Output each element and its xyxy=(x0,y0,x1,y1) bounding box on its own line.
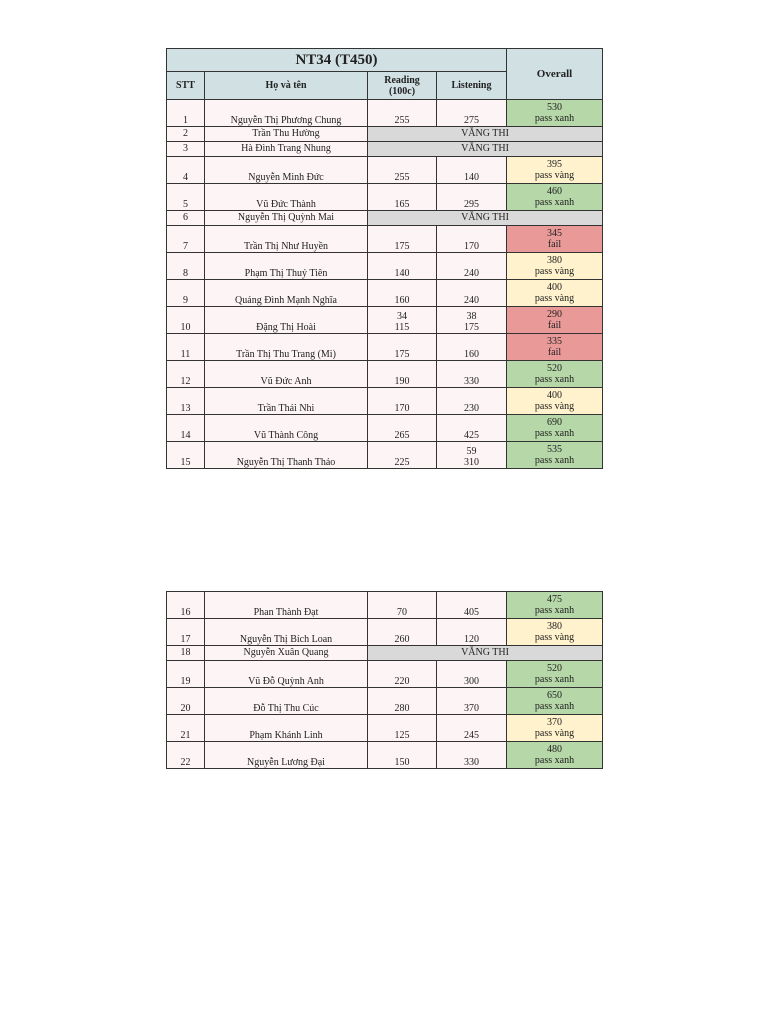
stt-cell: 6 xyxy=(167,211,205,226)
name-cell: Nguyễn Lương Đại xyxy=(205,742,368,769)
table-row xyxy=(167,688,603,715)
name-cell: Nguyễn Thị Bích Loan xyxy=(205,619,368,646)
result-label: fail xyxy=(547,320,562,331)
listening-value: 59 xyxy=(466,446,477,457)
stt-cell: 5 xyxy=(167,184,205,211)
overall-cell xyxy=(507,307,603,334)
reading-value: 175 xyxy=(394,349,410,360)
table-row xyxy=(167,388,603,415)
listening-value: 330 xyxy=(464,757,479,768)
overall-score: 290 xyxy=(547,309,562,320)
stt-cell: 12 xyxy=(167,361,205,388)
name-cell: Phạm Thị Thuỷ Tiên xyxy=(205,253,368,280)
listening-value: 160 xyxy=(464,349,479,360)
stt-cell: 19 xyxy=(167,661,205,688)
listening-cell xyxy=(437,688,507,715)
table-1-body xyxy=(167,100,603,469)
overall-cell xyxy=(507,619,603,646)
listening-cell xyxy=(437,334,507,361)
listening-value: 38 xyxy=(466,311,477,322)
listening-value: 370 xyxy=(464,703,479,714)
result-label: pass vàng xyxy=(534,266,575,277)
name-cell: Trần Thái Nhi xyxy=(205,388,368,415)
overall-score: 535 xyxy=(547,444,562,455)
table-row xyxy=(167,592,603,619)
overall-score: 370 xyxy=(547,717,562,728)
stt-header: STT xyxy=(167,72,205,100)
result-label: pass xanh xyxy=(534,428,575,439)
overall-score: 530 xyxy=(547,102,562,113)
reading-cell xyxy=(368,307,437,334)
reading-cell xyxy=(368,280,437,307)
absent-cell: VẮNG THI xyxy=(368,142,603,157)
listening-value: 310 xyxy=(464,457,479,468)
reading-value: 115 xyxy=(394,322,410,333)
reading-cell xyxy=(368,661,437,688)
overall-score: 380 xyxy=(547,255,562,266)
overall-cell xyxy=(507,442,603,469)
table-row xyxy=(167,307,603,334)
table-row xyxy=(167,415,603,442)
result-label: fail xyxy=(547,347,562,358)
name-cell: Nguyễn Xuân Quang xyxy=(205,646,368,661)
listening-value: 300 xyxy=(464,676,479,687)
overall-cell xyxy=(507,184,603,211)
listening-cell xyxy=(437,592,507,619)
stt-cell: 8 xyxy=(167,253,205,280)
name-cell: Vũ Đỗ Quỳnh Anh xyxy=(205,661,368,688)
overall-score: 690 xyxy=(547,417,562,428)
listening-cell xyxy=(437,184,507,211)
overall-score: 400 xyxy=(547,390,562,401)
name-cell: Phan Thành Đạt xyxy=(205,592,368,619)
listening-value: 295 xyxy=(464,199,479,210)
absent-cell: VẮNG THI xyxy=(368,127,603,142)
reading-cell xyxy=(368,619,437,646)
name-cell: Vũ Thành Công xyxy=(205,415,368,442)
result-label: fail xyxy=(547,239,562,250)
score-table-2 xyxy=(166,591,603,769)
overall-cell xyxy=(507,592,603,619)
reading-cell xyxy=(368,388,437,415)
table-row xyxy=(167,157,603,184)
result-label: pass xanh xyxy=(534,674,575,685)
overall-score: 345 xyxy=(547,228,562,239)
listening-cell xyxy=(437,715,507,742)
stt-cell: 2 xyxy=(167,127,205,142)
reading-value: 125 xyxy=(394,730,410,741)
reading-cell xyxy=(368,361,437,388)
reading-value: 160 xyxy=(394,295,410,306)
stt-cell: 9 xyxy=(167,280,205,307)
listening-value: 120 xyxy=(464,634,479,645)
table-row xyxy=(167,142,603,157)
stt-cell: 16 xyxy=(167,592,205,619)
result-label: pass xanh xyxy=(534,113,575,124)
reading-value: 150 xyxy=(394,757,410,768)
table-row xyxy=(167,646,603,661)
overall-cell xyxy=(507,688,603,715)
overall-score: 650 xyxy=(547,690,562,701)
reading-value: 165 xyxy=(394,199,410,210)
reading-cell xyxy=(368,226,437,253)
listening-cell xyxy=(437,388,507,415)
reading-value: 170 xyxy=(394,403,410,414)
table-row xyxy=(167,184,603,211)
name-cell: Nguyễn Thị Phương Chung xyxy=(205,100,368,127)
result-label: pass xanh xyxy=(534,197,575,208)
overall-cell xyxy=(507,334,603,361)
table-row xyxy=(167,211,603,226)
name-cell: Vũ Đức Thành xyxy=(205,184,368,211)
overall-cell xyxy=(507,253,603,280)
stt-cell: 11 xyxy=(167,334,205,361)
overall-cell xyxy=(507,361,603,388)
result-label: pass xanh xyxy=(534,755,575,766)
table-row xyxy=(167,226,603,253)
stt-cell: 21 xyxy=(167,715,205,742)
listening-cell xyxy=(437,415,507,442)
table-title: NT34 (T450) xyxy=(167,49,507,72)
name-cell: Nguyễn Thị Quỳnh Mai xyxy=(205,211,368,226)
listening-value: 405 xyxy=(464,607,479,618)
reading-cell xyxy=(368,100,437,127)
stt-cell: 17 xyxy=(167,619,205,646)
listening-value: 245 xyxy=(464,730,479,741)
result-label: pass vàng xyxy=(534,293,575,304)
listening-value: 275 xyxy=(464,115,479,126)
listening-cell xyxy=(437,157,507,184)
name-cell: Vũ Đức Anh xyxy=(205,361,368,388)
score-table-1 xyxy=(166,48,603,469)
stt-cell: 20 xyxy=(167,688,205,715)
overall-score: 520 xyxy=(547,363,562,374)
overall-score: 400 xyxy=(547,282,562,293)
table-row xyxy=(167,742,603,769)
reading-cell xyxy=(368,157,437,184)
listening-cell xyxy=(437,253,507,280)
overall-cell xyxy=(507,415,603,442)
table-row xyxy=(167,661,603,688)
stt-cell: 15 xyxy=(167,442,205,469)
listening-cell xyxy=(437,226,507,253)
overall-score: 395 xyxy=(547,159,562,170)
result-label: pass vàng xyxy=(534,170,575,181)
reading-value: 190 xyxy=(394,376,410,387)
listening-cell xyxy=(437,280,507,307)
name-cell: Nguyễn Minh Đức xyxy=(205,157,368,184)
overall-cell xyxy=(507,661,603,688)
reading-cell xyxy=(368,715,437,742)
result-label: pass xanh xyxy=(534,455,575,466)
table-row xyxy=(167,253,603,280)
listening-value: 240 xyxy=(464,268,479,279)
listening-cell xyxy=(437,619,507,646)
stt-cell: 3 xyxy=(167,142,205,157)
reading-value: 255 xyxy=(394,115,410,126)
name-cell: Đỗ Thị Thu Cúc xyxy=(205,688,368,715)
table-row xyxy=(167,442,603,469)
table-row xyxy=(167,127,603,142)
listening-value: 170 xyxy=(464,241,479,252)
absent-cell: VẮNG THI xyxy=(368,646,603,661)
stt-cell: 7 xyxy=(167,226,205,253)
overall-score: 475 xyxy=(547,594,562,605)
name-cell: Nguyễn Thị Thanh Thảo xyxy=(205,442,368,469)
reading-header-line2: (100c) xyxy=(388,85,416,97)
reading-cell xyxy=(368,592,437,619)
listening-cell xyxy=(437,307,507,334)
reading-cell xyxy=(368,688,437,715)
stt-cell: 22 xyxy=(167,742,205,769)
listening-cell xyxy=(437,661,507,688)
result-label: pass xanh xyxy=(534,605,575,616)
overall-cell xyxy=(507,226,603,253)
reading-value: 260 xyxy=(394,634,410,645)
reading-value: 175 xyxy=(394,241,410,252)
name-cell: Hà Đình Trang Nhung xyxy=(205,142,368,157)
stt-cell: 10 xyxy=(167,307,205,334)
stt-cell: 4 xyxy=(167,157,205,184)
overall-score: 520 xyxy=(547,663,562,674)
name-header: Họ và tên xyxy=(205,72,368,100)
listening-cell xyxy=(437,742,507,769)
overall-cell xyxy=(507,388,603,415)
table-row xyxy=(167,334,603,361)
reading-value: 220 xyxy=(394,676,410,687)
result-label: pass vàng xyxy=(534,401,575,412)
listening-cell xyxy=(437,442,507,469)
listening-value: 175 xyxy=(464,322,479,333)
reading-cell xyxy=(368,415,437,442)
name-cell: Phạm Khánh Linh xyxy=(205,715,368,742)
listening-value: 240 xyxy=(464,295,479,306)
reading-cell xyxy=(368,253,437,280)
reading-cell xyxy=(368,184,437,211)
reading-value: 255 xyxy=(394,172,410,183)
table-row xyxy=(167,280,603,307)
table-row xyxy=(167,619,603,646)
listening-header: Listening xyxy=(437,72,507,100)
name-cell: Trần Thị Như Huyền xyxy=(205,226,368,253)
reading-value: 265 xyxy=(394,430,410,441)
overall-cell xyxy=(507,157,603,184)
absent-cell: VẮNG THI xyxy=(368,211,603,226)
overall-cell xyxy=(507,715,603,742)
listening-value: 230 xyxy=(464,403,479,414)
stt-cell: 18 xyxy=(167,646,205,661)
name-cell: Trần Thu Hường xyxy=(205,127,368,142)
overall-score: 480 xyxy=(547,744,562,755)
overall-cell xyxy=(507,280,603,307)
overall-score: 335 xyxy=(547,336,562,347)
table-row xyxy=(167,100,603,127)
stt-cell: 14 xyxy=(167,415,205,442)
reading-cell xyxy=(368,442,437,469)
result-label: pass vàng xyxy=(534,728,575,739)
table-row xyxy=(167,715,603,742)
overall-cell xyxy=(507,100,603,127)
reading-cell xyxy=(368,742,437,769)
name-cell: Đặng Thị Hoài xyxy=(205,307,368,334)
reading-value: 225 xyxy=(394,457,410,468)
listening-value: 425 xyxy=(464,430,479,441)
reading-header xyxy=(368,72,437,100)
overall-header: Overall xyxy=(507,49,603,100)
listening-cell xyxy=(437,100,507,127)
reading-value: 70 xyxy=(397,607,407,618)
name-cell: Quảng Đình Mạnh Nghĩa xyxy=(205,280,368,307)
result-label: pass xanh xyxy=(534,374,575,385)
reading-header-line1: Reading xyxy=(384,74,420,86)
name-cell: Trần Thị Thu Trang (Mi) xyxy=(205,334,368,361)
result-label: pass xanh xyxy=(534,701,575,712)
reading-value: 140 xyxy=(394,268,410,279)
reading-value: 34 xyxy=(397,311,407,322)
stt-cell: 1 xyxy=(167,100,205,127)
overall-score: 460 xyxy=(547,186,562,197)
listening-value: 140 xyxy=(464,172,479,183)
result-label: pass vàng xyxy=(534,632,575,643)
overall-cell xyxy=(507,742,603,769)
overall-score: 380 xyxy=(547,621,562,632)
table-row xyxy=(167,361,603,388)
stt-cell: 13 xyxy=(167,388,205,415)
listening-cell xyxy=(437,361,507,388)
listening-value: 330 xyxy=(464,376,479,387)
reading-cell xyxy=(368,334,437,361)
table-2-body xyxy=(167,592,603,769)
reading-value: 280 xyxy=(394,703,410,714)
